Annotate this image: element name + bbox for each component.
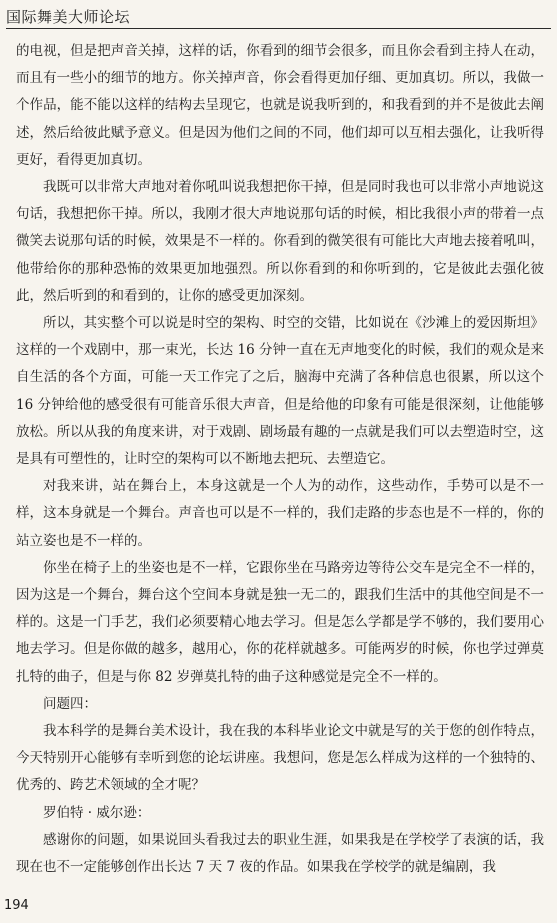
paragraph-1: 的电视，但是把声音关掉，这样的话，你看到的细节会很多，而且你会看到主持人在动，而且有一些小的细节的地方。你关掉声音，你会看得更加仔细、更加真切。所以，我做一个作品，能不能以这样的结构去呈现它，也就是说我听到的，和我看到的并不是彼此去阐述，然后给彼此赋予意义。但是因为他们之间的不同，他们却可以互相去强化，让我听得更好，看得更加真切。 bbox=[16, 43, 544, 168]
paragraph-4: 对我来讲，站在舞台上，本身这就是一个人为的动作，这些动作，手势可以是不一样，这本身就是一个舞台。声音也可以是不一样的，我们走路的步态也是不一样的，你的站立姿也是不一样的。 bbox=[16, 478, 544, 549]
running-header bbox=[6, 2, 551, 29]
page-number: 194 bbox=[4, 898, 29, 913]
question-heading: 问题四： bbox=[43, 695, 97, 712]
answer-text: 感谢你的问题，如果说回头看我过去的职业生涯，如果我是在学校学了表演的话，我现在也不一定能够创作出长达 7 天 7 夜的作品。如果我在学校学的就是编剧，我 bbox=[16, 831, 544, 876]
speaker-name: 罗伯特 · 威尔逊： bbox=[43, 804, 151, 821]
question-text: 我本科学的是舞台美术设计，我在我的本科毕业论文中就是写的关于您的创作特点，今天特别开心能够有幸听到您的论坛讲座。我想问，您是怎么样成为这样的一个独特的、优秀的、跨艺术领域的全才呢？ bbox=[16, 723, 544, 794]
paragraph-2: 我既可以非常大声地对着你吼叫说我想把你干掉，但是同时我也可以非常小声地说这句话，我想把你干掉。所以，我刚才很大声地说那句话的时候，相比我很小声的带着一点微笑去说那句话的时候，效果是不一样的。你看到的微笑很有可能比大声地去接着吼叫，他带给你的那种恐怖的效果更加地强烈。所以你看到的和你听到的，它是彼此去强化彼此，然后听到的和看到的，让你的感受更加深刻。 bbox=[16, 179, 544, 304]
body-text bbox=[16, 38, 544, 881]
paragraph-5: 你坐在椅子上的坐姿也是不一样，它跟你坐在马路旁边等待公交车是完全不一样的，因为这是一个舞台，舞台这个空间本身就是独一无二的，跟我们生活中的其他空间是不一样的。这是一门手艺，我们必须要精心地去学习。但是怎么学都是学不够的，我们要用心地去学习。但是你做的越多，越用心，你的花样就越多。可能两岁的时候，你也学过弹莫扎特的曲子，但是与你 82 岁弹莫扎特的曲子这种感觉是完全不一样的。 bbox=[16, 559, 544, 685]
paragraph-3: 所以，其实整个可以说是时空的架构、时空的交错，比如说在《沙滩上的爱因斯坦》这样的一个戏剧中，那一束光，长达 16 分钟一直在无声地变化的时候，我们的观众是来自生活的各个方面，可能一天工作完了之后，脑海中充满了各种信息也很累，所以这个 16 分钟给他的感受很有可能音乐很大声音，但是给他的印象有可能是很深刻，让他能够放松。所以从我的角度来讲，对于戏剧、剧场最有趣的一点就是我们可以去塑造时空，这是具有可塑性的，让时空的架构可以不断地去把玩、去塑造它。 bbox=[16, 315, 544, 468]
running-header-title: 国际舞美大师论坛 bbox=[6, 8, 131, 26]
